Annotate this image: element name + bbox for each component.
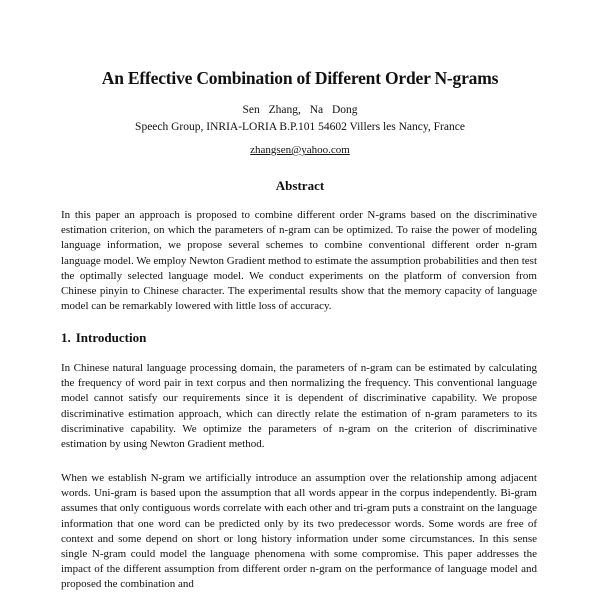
author-email-link[interactable]: zhangsen@yahoo.com xyxy=(250,144,350,156)
introduction-paragraph-2: When we establish N-gram we artificially introduce an assumption over the relationship among adjacent words. Uni-gram is based upon the assumption that all words appear in the corpus independently. Bi-gram assumes that only contiguous words correlate with each other and tri-gram puts a constraint on the language information that one word can be predicted only by its two predecessor words. Some words are free of context and some depend on short or long history information under some circumstances. In this sense single N-gram could model the language phenomena with some compromise. This paper addresses the impact of the different assumption from different order n-gram on the performance of language model and proposed the combination and xyxy=(61,472,537,591)
paper-title: An Effective Combination of Different Order N-grams xyxy=(101,68,499,88)
section-title: Introduction xyxy=(75,330,147,345)
author-names: Sen Zhang, Na Dong xyxy=(242,104,358,116)
abstract-text: In this paper an approach is proposed to combine different order N-grams based on the discriminative estimation criterion, on which the parameters of n-gram can be optimized. To raise the power of modeling language information, we propose several schemes to combine conventional different order n-gram language model. We employ Newton Gradient method to estimate the assumption probabilities and then test the optimally selected language model. We conduct experiments on the platform of conversion from Chinese pinyin to Chinese character. The experimental results show that the memory capacity of language model can be remarkably lowered with little loss of accuracy. xyxy=(61,209,537,313)
introduction-paragraph-1: In Chinese natural language processing domain, the parameters of n-gram can be estimated by calculating the frequency of word pair in text corpus and then normalizing the frequency. This conventional language model cannot satisfy our requirements since it is dependent of discriminative capability. We propose discriminative estimation approach, which can directly relate the estimation of n-gram parameters to its discriminative capability. We optimize the parameters of n-gram on the criterion of discriminative estimation by using Newton Gradient method. xyxy=(61,362,537,451)
abstract-heading: Abstract xyxy=(275,178,325,193)
section-number: 1. xyxy=(61,330,71,345)
introduction-heading xyxy=(61,330,146,346)
author-affiliation: Speech Group, INRIA-LORIA B.P.101 54602 Villers les Nancy, France xyxy=(135,121,465,133)
